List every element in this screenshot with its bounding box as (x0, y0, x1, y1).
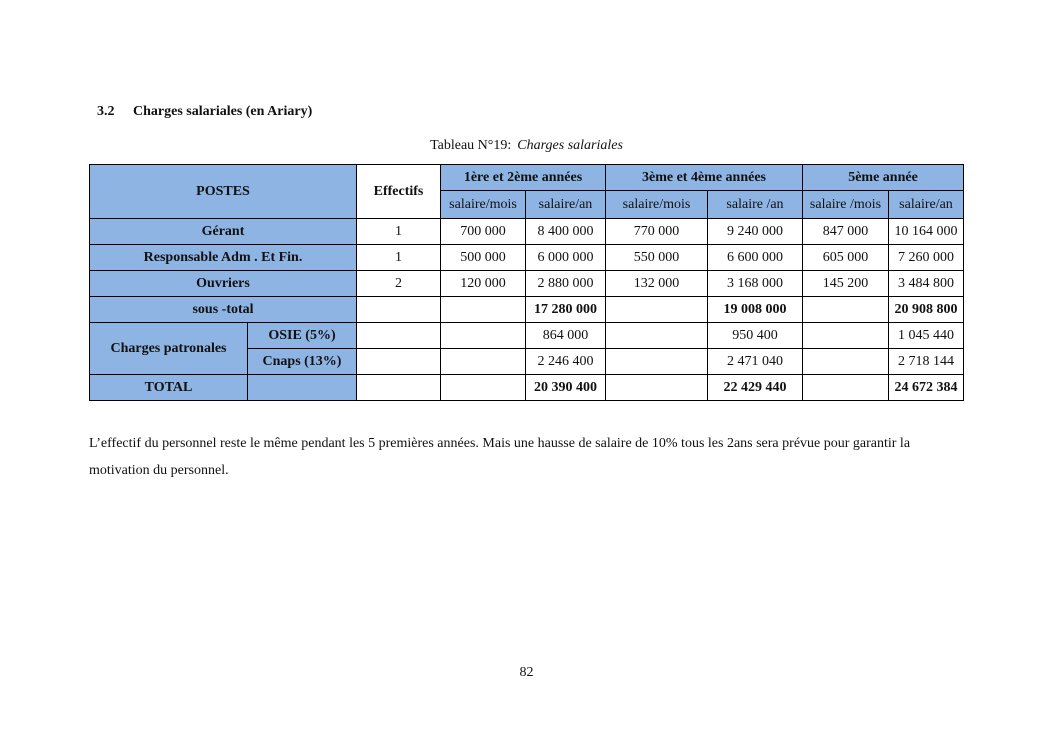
row-value: 120 000 (441, 271, 526, 297)
section-title: Charges salariales (en Ariary) (133, 104, 313, 119)
empty-cell (606, 349, 708, 375)
total-value: 22 429 440 (708, 375, 803, 401)
empty-cell (248, 375, 357, 401)
header-effectifs: Effectifs (357, 165, 441, 219)
header-period-2: 3ème et 4ème années (606, 165, 803, 191)
empty-cell (606, 375, 708, 401)
osie-value: 1 045 440 (889, 323, 964, 349)
subheader-cell: salaire/an (889, 191, 964, 219)
row-value: 770 000 (606, 219, 708, 245)
total-value: 24 672 384 (889, 375, 964, 401)
empty-cell (803, 375, 889, 401)
table-caption (0, 138, 1053, 154)
cnaps-value: 2 718 144 (889, 349, 964, 375)
subheader-cell: salaire /an (708, 191, 803, 219)
empty-cell (357, 349, 441, 375)
table-row (90, 271, 964, 297)
row-value: 132 000 (606, 271, 708, 297)
row-poste: Gérant (90, 219, 357, 245)
row-value: 6 600 000 (708, 245, 803, 271)
empty-cell (803, 297, 889, 323)
charges-patronales-label: Charges patronales (90, 323, 248, 375)
subheader-cell: salaire/mois (441, 191, 526, 219)
row-value: 605 000 (803, 245, 889, 271)
subheader-cell: salaire/mois (606, 191, 708, 219)
table-row (90, 219, 964, 245)
subheader-cell: salaire /mois (803, 191, 889, 219)
empty-cell (803, 349, 889, 375)
subtotal-row (90, 297, 964, 323)
row-value: 700 000 (441, 219, 526, 245)
subtotal-value: 20 908 800 (889, 297, 964, 323)
caption-subtitle: Charges salariales (517, 138, 623, 153)
row-value: 9 240 000 (708, 219, 803, 245)
total-label: TOTAL (90, 375, 248, 401)
charges-table (89, 164, 964, 401)
row-value: 8 400 000 (526, 219, 606, 245)
osie-label: OSIE (5%) (248, 323, 357, 349)
row-value: 145 200 (803, 271, 889, 297)
row-value: 550 000 (606, 245, 708, 271)
row-effectif: 2 (357, 271, 441, 297)
section-number: 3.2 (97, 104, 115, 119)
caption-label: Tableau N°19: (430, 138, 512, 153)
header-period-3: 5ème année (803, 165, 964, 191)
row-value: 2 880 000 (526, 271, 606, 297)
row-effectif: 1 (357, 245, 441, 271)
table-row (90, 245, 964, 271)
cnaps-value: 2 246 400 (526, 349, 606, 375)
row-value: 500 000 (441, 245, 526, 271)
osie-value: 950 400 (708, 323, 803, 349)
total-value: 20 390 400 (526, 375, 606, 401)
body-paragraph: L’effectif du personnel reste le même pendant les 5 premières années. Mais une hausse de salaire de 10% tous les 2ans sera prévue pour garantir la motivation du personnel. (89, 436, 911, 478)
header-row-1 (90, 165, 964, 191)
subtotal-value: 19 008 000 (708, 297, 803, 323)
empty-cell (357, 375, 441, 401)
osie-row (90, 323, 964, 349)
row-value: 3 168 000 (708, 271, 803, 297)
empty-cell (441, 349, 526, 375)
cnaps-label: Cnaps (13%) (248, 349, 357, 375)
row-value: 3 484 800 (889, 271, 964, 297)
subheader-cell: salaire/an (526, 191, 606, 219)
row-poste: Ouvriers (90, 271, 357, 297)
empty-cell (606, 297, 708, 323)
row-value: 847 000 (803, 219, 889, 245)
row-value: 7 260 000 (889, 245, 964, 271)
subtotal-value: 17 280 000 (526, 297, 606, 323)
cnaps-value: 2 471 040 (708, 349, 803, 375)
row-value: 6 000 000 (526, 245, 606, 271)
total-row (90, 375, 964, 401)
empty-cell (357, 323, 441, 349)
empty-cell (441, 297, 526, 323)
section-heading (97, 104, 312, 120)
empty-cell (441, 323, 526, 349)
row-poste: Responsable Adm . Et Fin. (90, 245, 357, 271)
row-effectif: 1 (357, 219, 441, 245)
empty-cell (606, 323, 708, 349)
row-value: 10 164 000 (889, 219, 964, 245)
page-number: 82 (519, 665, 534, 680)
header-postes: POSTES (90, 165, 357, 219)
empty-cell (441, 375, 526, 401)
osie-value: 864 000 (526, 323, 606, 349)
empty-cell (357, 297, 441, 323)
header-period-1: 1ère et 2ème années (441, 165, 606, 191)
empty-cell (803, 323, 889, 349)
subtotal-label: sous -total (90, 297, 357, 323)
